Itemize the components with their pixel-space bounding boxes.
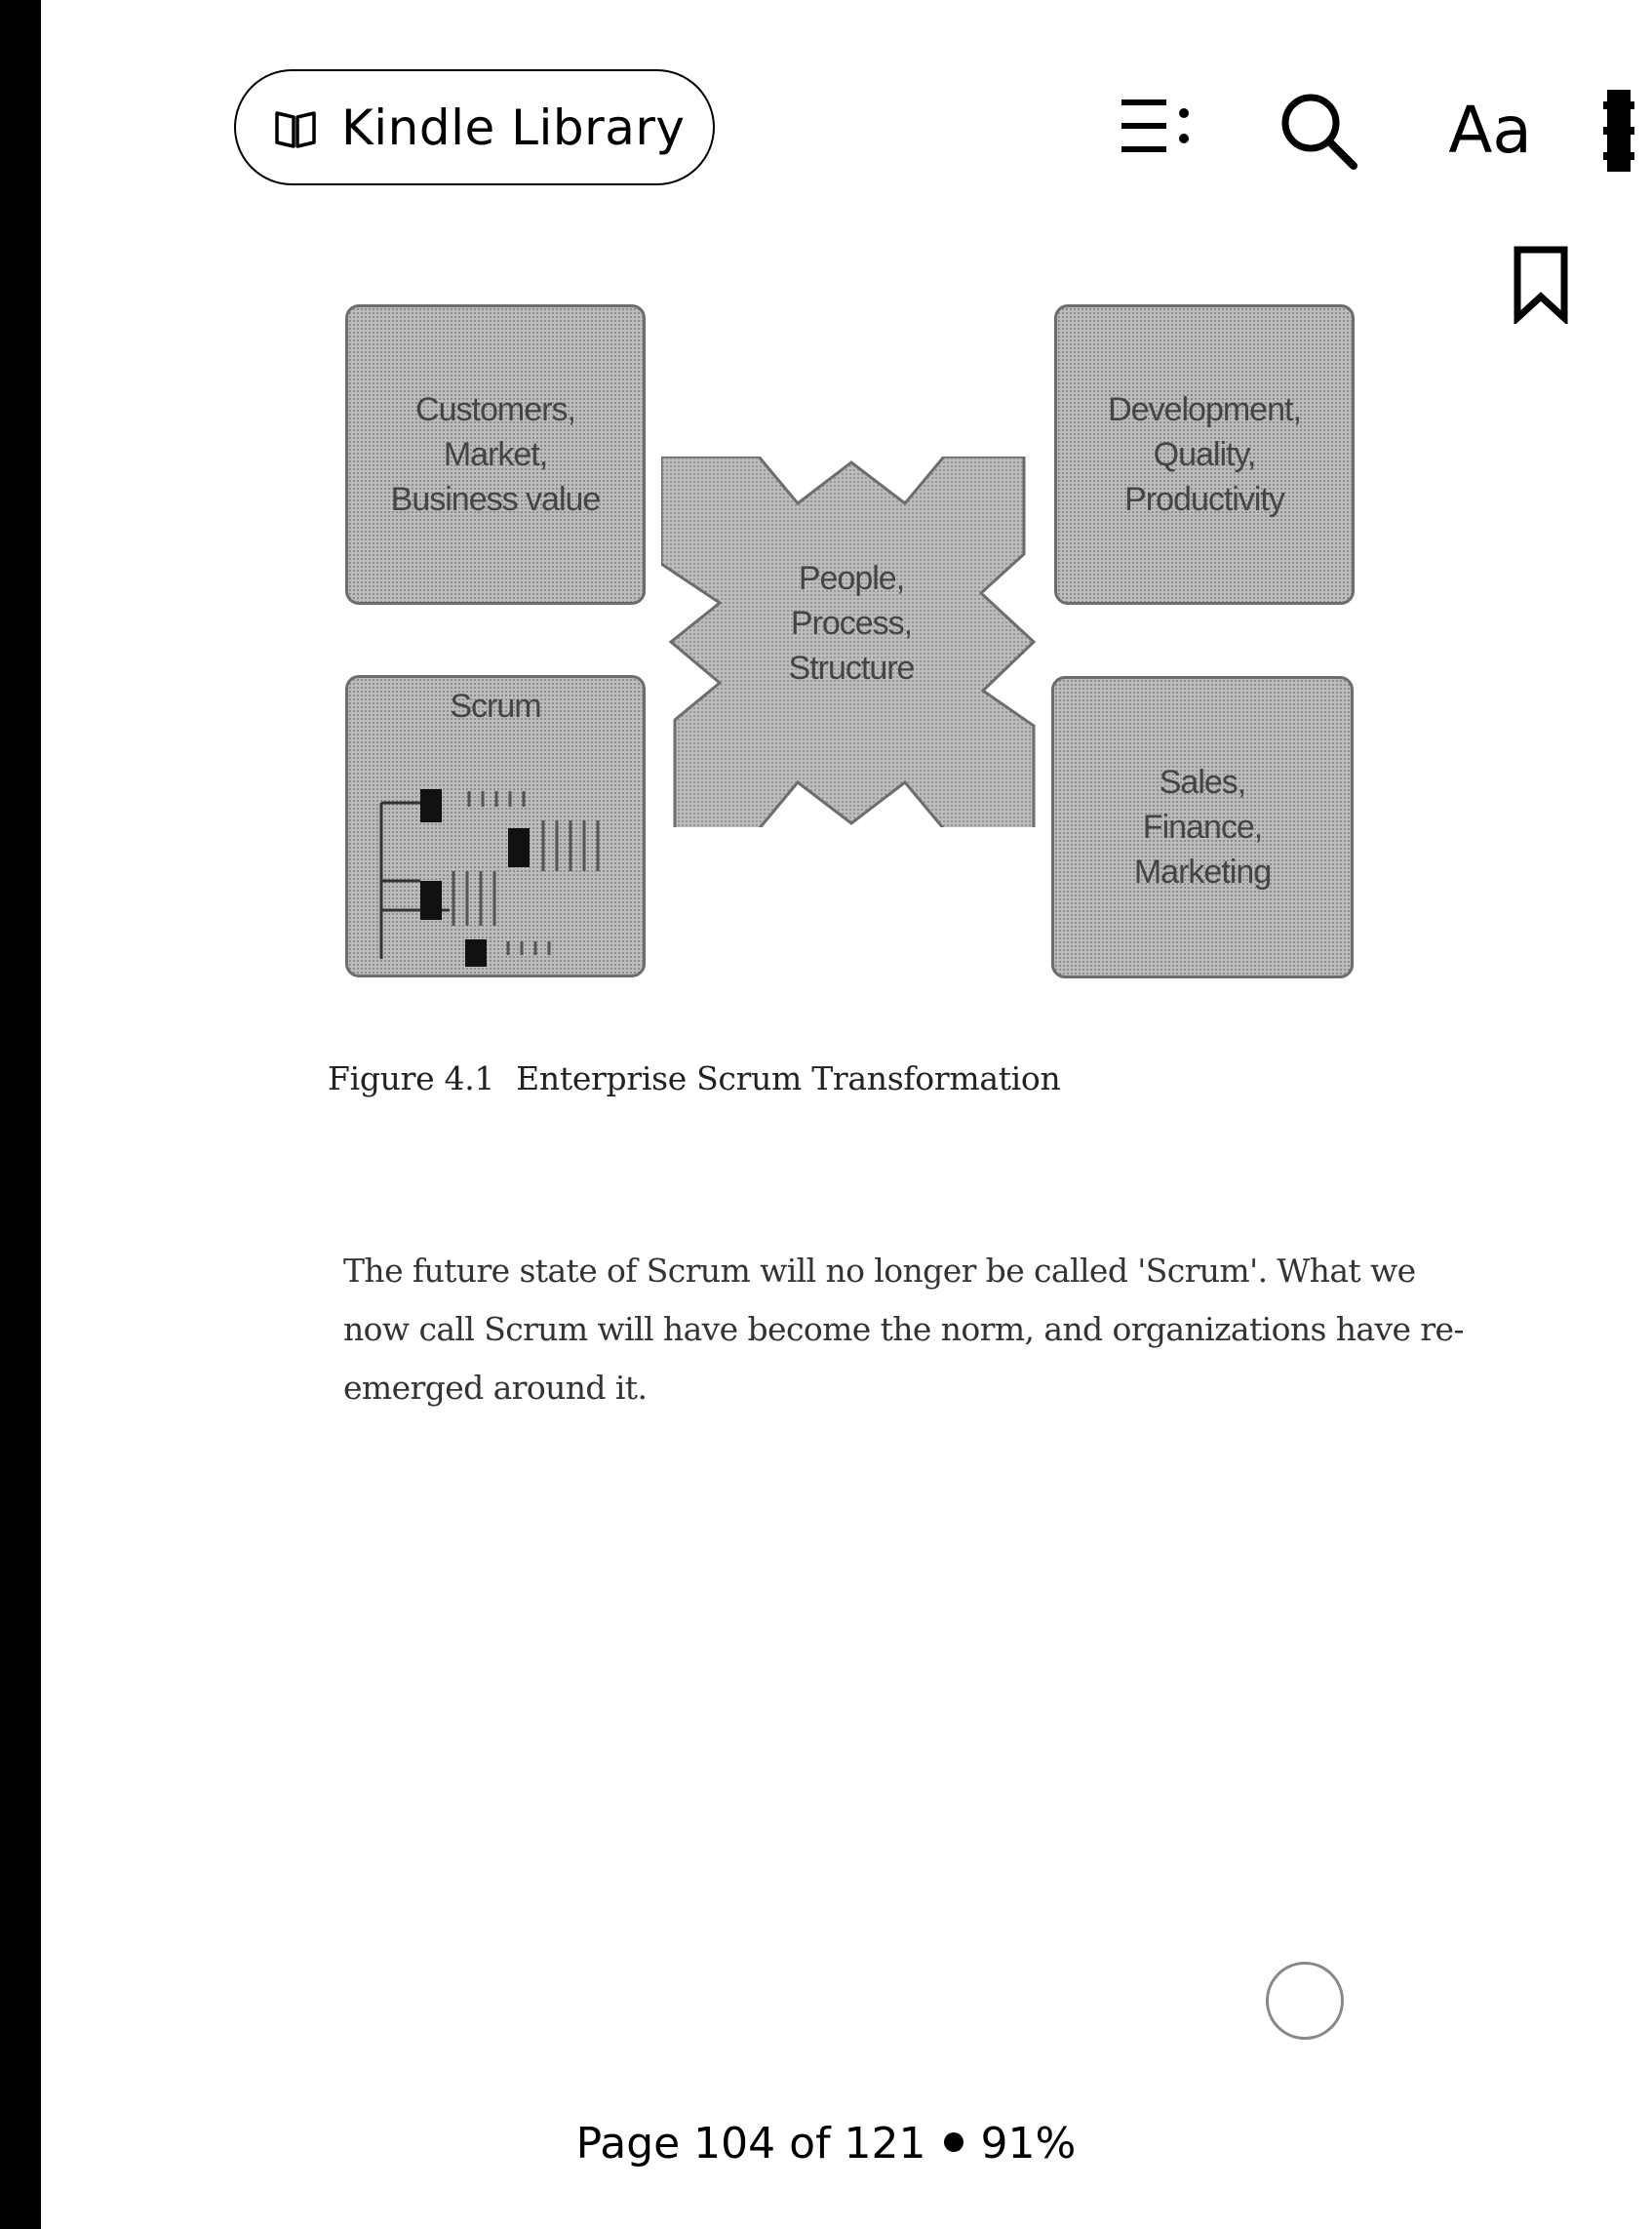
bookmark-icon[interactable] bbox=[1512, 246, 1570, 324]
box-line: Quality, bbox=[1153, 436, 1256, 473]
sales-box bbox=[1051, 676, 1354, 978]
font-settings-button[interactable]: Aa bbox=[1448, 92, 1532, 168]
development-box bbox=[1054, 304, 1355, 605]
kindle-library-button[interactable] bbox=[234, 69, 715, 185]
text-line: now call Scrum will have become the norm, and organizations have re- bbox=[343, 1310, 1464, 1348]
body-paragraph bbox=[343, 1242, 1514, 1417]
left-edge-bar bbox=[0, 0, 41, 2229]
caption-text: Enterprise Scrum Transformation bbox=[516, 1059, 1061, 1097]
page-indicator: Page 104 of 121 bbox=[575, 2119, 926, 2169]
center-line: Process, bbox=[790, 605, 913, 642]
percent-read: 91% bbox=[980, 2119, 1077, 2169]
box-line: Development, bbox=[1108, 391, 1301, 428]
center-line: Structure bbox=[788, 650, 915, 687]
circle-button[interactable] bbox=[1266, 1962, 1344, 2040]
kindle-library-label: Kindle Library bbox=[341, 99, 686, 156]
search-icon[interactable] bbox=[1278, 90, 1359, 172]
customers-box bbox=[345, 304, 646, 605]
scrum-box bbox=[345, 675, 646, 977]
caption-number: Figure 4.1 bbox=[328, 1059, 495, 1097]
table-of-contents-icon[interactable] bbox=[1120, 94, 1196, 162]
box-line: Finance, bbox=[1142, 809, 1263, 846]
box-line: Sales, bbox=[1159, 764, 1246, 801]
text-line: emerged around it. bbox=[343, 1369, 648, 1407]
box-line: Customers, bbox=[415, 391, 575, 428]
scrum-team-illustration bbox=[362, 735, 635, 969]
box-line: Marketing bbox=[1133, 854, 1272, 891]
box-line: Business value bbox=[390, 481, 601, 518]
reading-progress bbox=[0, 2119, 1652, 2169]
box-line: Market, bbox=[443, 436, 548, 473]
separator-dot bbox=[944, 2132, 964, 2152]
enterprise-scrum-figure bbox=[339, 300, 1356, 983]
open-book-icon bbox=[273, 105, 318, 150]
text-line: The future state of Scrum will no longer be called 'Scrum'. What we bbox=[343, 1252, 1416, 1290]
center-label bbox=[661, 556, 1042, 691]
box-line: Scrum bbox=[450, 688, 541, 725]
figure-caption bbox=[328, 1059, 1060, 1097]
more-options-icon[interactable] bbox=[1599, 84, 1638, 178]
center-line: People, bbox=[798, 560, 905, 597]
box-line: Productivity bbox=[1124, 481, 1284, 518]
